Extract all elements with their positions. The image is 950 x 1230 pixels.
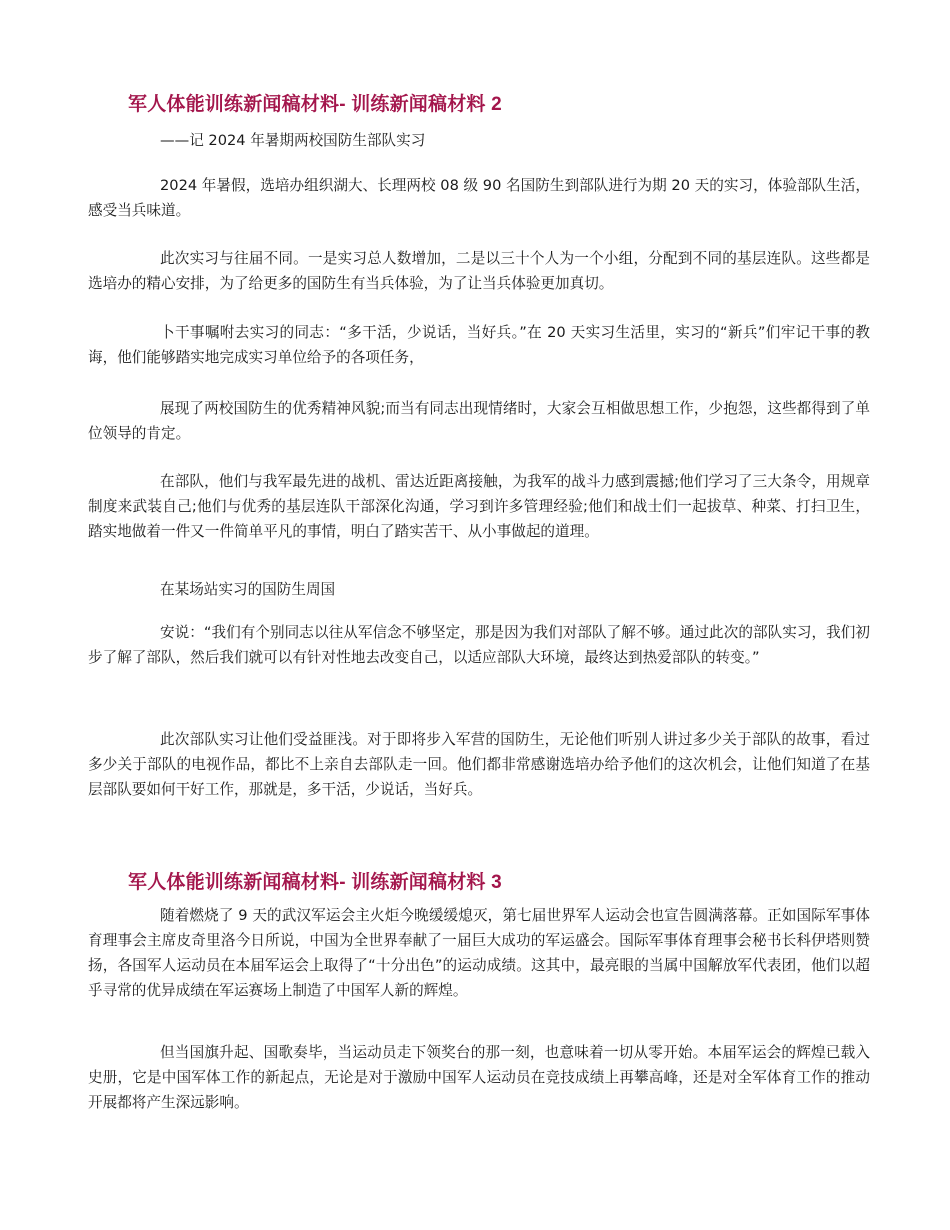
paragraph: 安说：“我们有个别同志以往从军信念不够坚定，那是因为我们对部队了解不够。通过此次的部队实习，我们初步了解了部队，然后我们就可以有针对性地去改变自己，以适应部队大环境，最终达到热爱部队的转变。”: [88, 624, 870, 666]
paragraph: 此次实习与往届不同。一是实习总人数增加，二是以三十个人为一个小组，分配到不同的基层连队。这些都是选培办的精心安排，为了给更多的国防生有当兵体验，为了让当兵体验更加真切。: [88, 250, 870, 292]
section-2-title: 军人体能训练新闻稿材料- 训练新闻稿材料 2: [128, 94, 502, 115]
paragraph: 但当国旗升起、国歌奏毕，当运动员走下领奖台的那一刻，也意味着一切从零开始。本届军运会的辉煌已载入史册，它是中国军体工作的新起点，无论是对于激励中国军人运动员在竞技成绩上再攀高峰，还是对全军体育工作的推动开展都将产生深远影响。: [88, 1044, 870, 1111]
paragraph: 此次部队实习让他们受益匪浅。对于即将步入军营的国防生，无论他们听别人讲过多少关于部队的故事，看过多少关于部队的电视作品，都比不上亲自去部队走一回。他们都非常感谢选培办给予他们的这次机会，让他们知道了在基层部队要如何干好工作，那就是，多干活，少说话，当好兵。: [88, 731, 870, 798]
paragraph: 2024 年暑假，选培办组织湖大、长理两校 08 级 90 名国防生到部队进行为期 20 天的实习，体验部队生活，感受当兵味道。: [88, 177, 870, 219]
paragraph: 在某场站实习的国防生周国: [160, 581, 336, 598]
section-2-subtitle: ——记 2024 年暑期两校国防生部队实习: [160, 132, 426, 149]
section-3-title: 军人体能训练新闻稿材料- 训练新闻稿材料 3: [128, 872, 502, 893]
paragraph: 卜干事嘱咐去实习的同志：“多干活，少说话，当好兵。”在 20 天实习生活里，实习的“新兵”们牢记干事的教诲，他们能够踏实地完成实习单位给予的各项任务，: [88, 324, 870, 366]
paragraph: 随着燃烧了 9 天的武汉军运会主火炬今晚缓缓熄灭，第七届世界军人运动会也宣告圆满落幕。正如国际军事体育理事会主席皮奇里洛今日所说，中国为全世界奉献了一届巨大成功的军运盛会。国际军事体育理事会秘书长科伊塔则赞扬，各国军人运动员在本届军运会上取得了“十分出色”的运动成绩。这其中，最亮眼的当属中国解放军代表团，他们以超乎寻常的优异成绩在军运赛场上制造了中国军人新的辉煌。: [88, 907, 870, 999]
paragraph: 在部队，他们与我军最先进的战机、雷达近距离接触，为我军的战斗力感到震撼;他们学习了三大条令，用规章制度来武装自己;他们与优秀的基层连队干部深化沟通，学习到许多管理经验;他们和战士们一起拔草、种菜、打扫卫生，踏实地做着一件又一件简单平凡的事情，明白了踏实苦干、从小事做起的道理。: [88, 473, 870, 540]
paragraph: 展现了两校国防生的优秀精神风貌;而当有同志出现情绪时，大家会互相做思想工作，少抱怨，这些都得到了单位领导的肯定。: [88, 400, 870, 442]
